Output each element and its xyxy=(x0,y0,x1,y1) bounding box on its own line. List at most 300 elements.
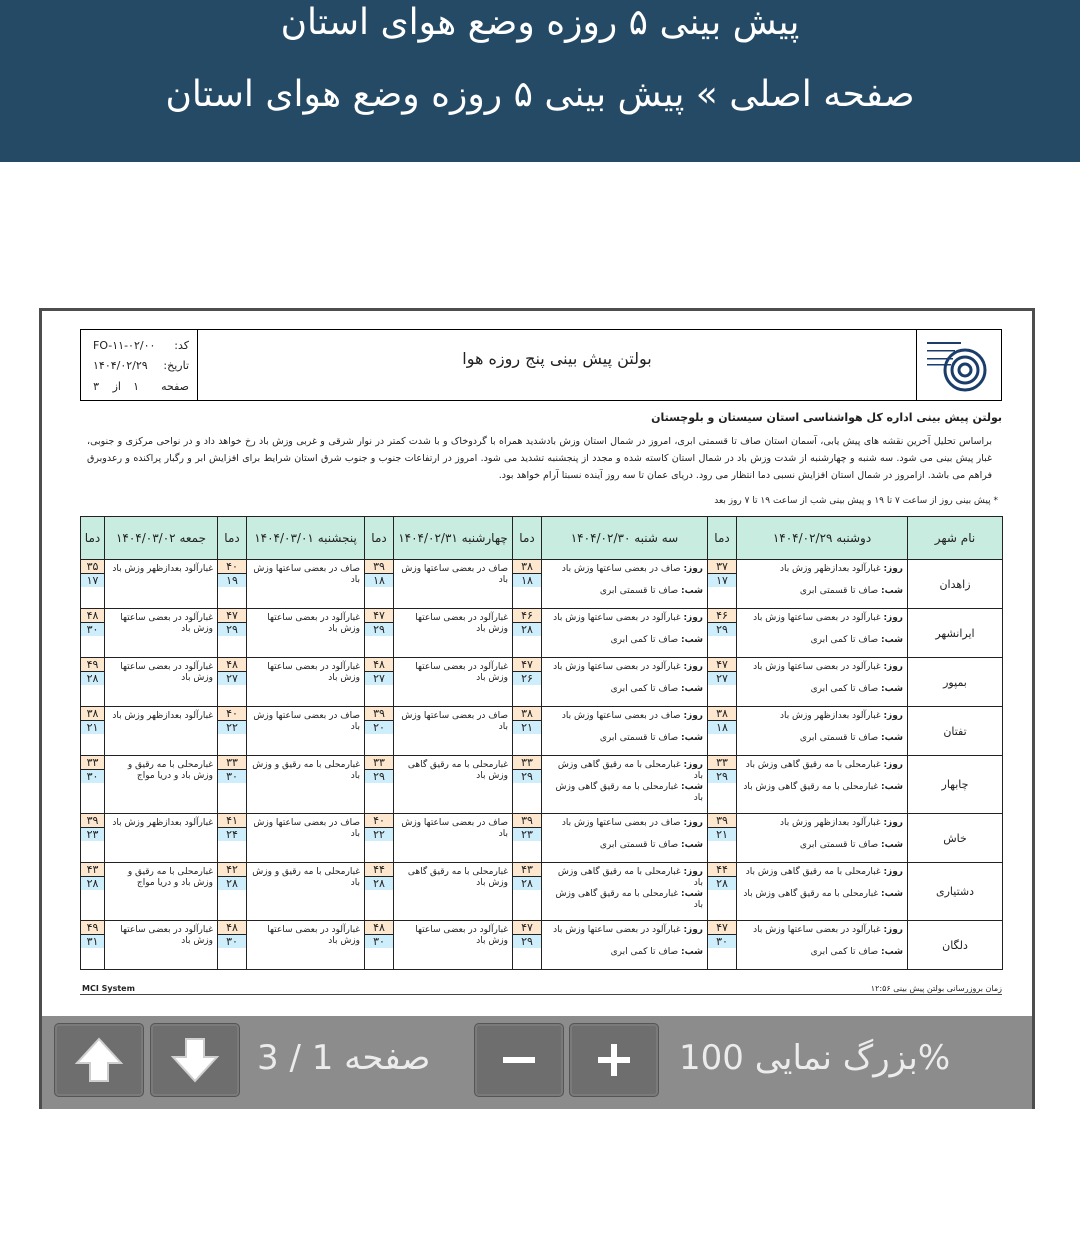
min-temp: ۲۸ xyxy=(513,623,541,636)
min-temp: ۲۰ xyxy=(365,721,393,734)
forecast-text: غبارمحلی با مه رقیق و وزش باد و دریا مواج xyxy=(127,760,213,781)
arrow-up-icon xyxy=(71,1035,127,1085)
temp-cell xyxy=(365,560,394,609)
min-temp: ۲۸ xyxy=(81,877,104,890)
day-label: روز: xyxy=(683,760,703,770)
max-temp: ۴۸ xyxy=(218,658,246,672)
page-title: پیش بینی ۵ روزه وضع هوای استان xyxy=(280,2,800,43)
temp-cell xyxy=(365,707,394,756)
min-temp: ۳۰ xyxy=(81,770,104,783)
day-column-header: پنجشنبه ۱۴۰۴/۰۳/۰۱ xyxy=(247,517,365,560)
forecast-text: صاف در بعضی ساعتها وزش باد xyxy=(253,818,360,839)
forecast-cell xyxy=(105,609,218,658)
forecast-cell xyxy=(105,560,218,609)
max-temp: ۴۰ xyxy=(218,560,246,574)
night-label: شب: xyxy=(681,889,703,899)
night-forecast: غبارمحلی با مه رقیق گاهی وزش باد xyxy=(555,889,703,910)
night-label: شب: xyxy=(881,889,903,899)
night-forecast: صاف تا قسمتی ابری xyxy=(799,840,879,850)
temp-cell xyxy=(218,863,247,921)
forecast-cell xyxy=(542,863,708,921)
forecast-cell xyxy=(247,658,365,707)
max-temp: ۴۸ xyxy=(365,921,393,935)
temp-cell xyxy=(708,814,737,863)
forecast-text: صاف در بعضی ساعتها وزش باد xyxy=(401,818,508,839)
temp-cell xyxy=(81,707,105,756)
forecast-cell xyxy=(105,756,218,814)
temp-cell xyxy=(81,814,105,863)
day-label: روز: xyxy=(683,925,703,935)
max-temp: ۴۸ xyxy=(365,658,393,672)
forecast-text: غبارمحلی با مه رقیق و وزش باد و دریا مواج xyxy=(127,867,213,888)
temp-column-header: دما xyxy=(218,517,247,560)
arrow-down-icon xyxy=(167,1035,223,1085)
forecast-summary: براساس تحلیل آخرین نقشه های پیش یابی، آسمان استان صاف تا قسمتی ابری، امروز در شمال استان وزش بادشدید همراه با گردوخاک و با شدت کمتر در نوار شرقی و غربی وزش باد رخ خواهد داد و در نواحی مرکزی و جنوبی، غبار پیش بینی می شود. سه شنبه و چهارشنبه از شدت وزش باد در شمال استان کاسته شده و مجدد از پنجشنبه تشدید می شود. امروز در ارتفاعات جنوب و جنوب شرق استان شرایط برای افزایش ابر و رگبار پراکنده و رعدوبرق فراهم می باشد. ازامروز در شمال استان افزایش نسبی دما انتظار می رود. دریای عمان تا سه روز آینده نسبتا آرام خواهد بود. xyxy=(87,436,992,481)
forecast-cell xyxy=(737,756,908,814)
viewer-toolbar xyxy=(42,1016,1032,1109)
night-label: شب: xyxy=(681,947,703,957)
date-label: تاریخ: xyxy=(163,359,189,372)
temp-cell xyxy=(708,609,737,658)
city-name: تفتان xyxy=(908,707,1003,756)
forecast-cell xyxy=(247,921,365,970)
temp-cell xyxy=(513,756,542,814)
min-temp: ۲۸ xyxy=(81,672,104,685)
temp-cell xyxy=(365,921,394,970)
max-temp: ۴۸ xyxy=(81,609,104,623)
day-forecast: غبارمحلی با مه رقیق گاهی وزش باد xyxy=(557,760,703,781)
night-label: شب: xyxy=(681,635,703,645)
forecast-cell xyxy=(394,921,513,970)
day-label: روز: xyxy=(883,818,903,828)
code-label: کد: xyxy=(174,339,189,352)
forecast-text: غبارمحلی با مه رقیق گاهی وزش باد xyxy=(407,867,508,888)
max-temp: ۳۵ xyxy=(81,560,104,574)
forecast-text: غبارآلود بعدازظهر وزش باد xyxy=(112,711,213,721)
forecast-text: غبارآلود در بعضی ساعتها وزش باد xyxy=(267,613,360,634)
forecast-text: صاف در بعضی ساعتها وزش باد xyxy=(253,564,360,585)
temp-cell xyxy=(708,921,737,970)
page-total: ۳ xyxy=(93,380,99,393)
night-label: شب: xyxy=(881,840,903,850)
temp-cell xyxy=(365,814,394,863)
temp-cell xyxy=(81,863,105,921)
table-row xyxy=(81,863,1003,921)
temp-cell xyxy=(218,609,247,658)
night-forecast: صاف تا کمی ابری xyxy=(610,684,679,694)
temp-cell xyxy=(708,560,737,609)
day-forecast: غبارمحلی با مه رقیق گاهی وزش باد xyxy=(745,760,881,770)
max-temp: ۳۸ xyxy=(513,560,541,574)
table-header-row xyxy=(81,517,1003,560)
forecast-cell xyxy=(105,814,218,863)
night-forecast: صاف تا قسمتی ابری xyxy=(599,840,679,850)
max-temp: ۴۸ xyxy=(218,921,246,935)
day-label: روز: xyxy=(883,925,903,935)
temp-column-header: دما xyxy=(513,517,542,560)
day-forecast: غبارآلود بعدازظهر وزش باد xyxy=(779,711,881,721)
temp-cell xyxy=(513,560,542,609)
forecast-cell xyxy=(737,609,908,658)
min-temp: ۲۱ xyxy=(81,721,104,734)
forecast-text: غبارآلود بعدازظهر وزش باد xyxy=(112,564,213,574)
temp-cell xyxy=(708,756,737,814)
next-page-button[interactable] xyxy=(150,1023,240,1097)
min-temp: ۲۹ xyxy=(513,935,541,948)
organization-title: بولتن پیش بینی اداره کل هواشناسی استان سیستان و بلوچستان xyxy=(651,411,1002,424)
temp-cell xyxy=(218,814,247,863)
temp-cell xyxy=(218,560,247,609)
forecast-cell xyxy=(737,560,908,609)
min-temp: ۲۱ xyxy=(513,721,541,734)
min-temp: ۳۰ xyxy=(81,623,104,636)
forecast-text: غبارآلود در بعضی ساعتها وزش باد xyxy=(267,925,360,946)
max-temp: ۴۷ xyxy=(218,609,246,623)
min-temp: ۲۹ xyxy=(218,623,246,636)
forecast-cell xyxy=(542,814,708,863)
night-forecast: صاف تا کمی ابری xyxy=(810,947,879,957)
day-forecast: غبارآلود در بعضی ساعتها وزش باد xyxy=(553,925,681,935)
forecast-cell xyxy=(737,658,908,707)
forecast-text: صاف در بعضی ساعتها وزش باد xyxy=(253,711,360,732)
min-temp: ۱۸ xyxy=(513,574,541,587)
zoom-out-button[interactable] xyxy=(474,1023,564,1097)
min-temp: ۲۲ xyxy=(365,828,393,841)
min-temp: ۲۳ xyxy=(513,828,541,841)
table-row xyxy=(81,707,1003,756)
temp-cell xyxy=(218,756,247,814)
max-temp: ۳۳ xyxy=(81,756,104,770)
temp-cell xyxy=(81,921,105,970)
temp-cell xyxy=(365,756,394,814)
day-column-header: سه شنبه ۱۴۰۴/۰۲/۳۰ xyxy=(542,517,708,560)
max-temp: ۴۷ xyxy=(708,658,736,672)
night-forecast: صاف تا قسمتی ابری xyxy=(599,586,679,596)
max-temp: ۴۳ xyxy=(81,863,104,877)
forecast-text: غبارمحلی با مه رقیق و وزش باد xyxy=(252,867,360,888)
forecast-cell xyxy=(542,921,708,970)
day-label: روز: xyxy=(883,867,903,877)
forecast-cell xyxy=(105,921,218,970)
temp-cell xyxy=(365,863,394,921)
forecast-cell xyxy=(737,707,908,756)
temp-cell xyxy=(708,863,737,921)
max-temp: ۴۰ xyxy=(218,707,246,721)
forecast-text: غبارآلود در بعضی ساعتها وزش باد xyxy=(120,613,213,634)
min-temp: ۲۷ xyxy=(365,672,393,685)
min-temp: ۱۸ xyxy=(365,574,393,587)
page-indicator: صفحه 1 / 3 xyxy=(257,1038,431,1078)
max-temp: ۴۴ xyxy=(365,863,393,877)
forecast-cell xyxy=(394,707,513,756)
max-temp: ۴۲ xyxy=(218,863,246,877)
forecast-cell xyxy=(737,921,908,970)
temp-column-header: دما xyxy=(708,517,737,560)
day-forecast: غبارمحلی با مه رقیق گاهی وزش باد xyxy=(745,867,881,877)
forecast-cell xyxy=(542,658,708,707)
city-name: دلگان xyxy=(908,921,1003,970)
min-temp: ۲۷ xyxy=(708,672,736,685)
forecast-cell xyxy=(542,609,708,658)
max-temp: ۴۷ xyxy=(513,921,541,935)
forecast-cell xyxy=(737,814,908,863)
max-temp: ۴۳ xyxy=(513,863,541,877)
day-label: روز: xyxy=(683,818,703,828)
temp-cell xyxy=(513,863,542,921)
max-temp: ۳۹ xyxy=(365,560,393,574)
temp-cell xyxy=(81,560,105,609)
min-temp: ۱۷ xyxy=(708,574,736,587)
temp-cell xyxy=(513,921,542,970)
forecast-text: غبارمحلی با مه رقیق و وزش باد xyxy=(252,760,360,781)
max-temp: ۳۳ xyxy=(708,756,736,770)
forecast-text: صاف در بعضی ساعتها وزش باد xyxy=(401,564,508,585)
night-label: شب: xyxy=(681,684,703,694)
max-temp: ۴۷ xyxy=(708,921,736,935)
max-temp: ۴۴ xyxy=(708,863,736,877)
day-forecast: غبارآلود در بعضی ساعتها وزش باد xyxy=(753,662,881,672)
forecast-text: غبارآلود در بعضی ساعتها وزش باد xyxy=(415,925,508,946)
city-name: چابهار xyxy=(908,756,1003,814)
min-temp: ۱۷ xyxy=(81,574,104,587)
day-label: روز: xyxy=(683,867,703,877)
min-temp: ۲۸ xyxy=(513,877,541,890)
max-temp: ۳۹ xyxy=(513,814,541,828)
day-forecast: غبارآلود بعدازظهر وزش باد xyxy=(779,564,881,574)
max-temp: ۳۸ xyxy=(513,707,541,721)
forecast-cell xyxy=(394,863,513,921)
day-forecast: غبارآلود در بعضی ساعتها وزش باد xyxy=(553,613,681,623)
forecast-cell xyxy=(737,863,908,921)
forecast-cell xyxy=(247,609,365,658)
min-temp: ۲۷ xyxy=(218,672,246,685)
bulletin-title: بولتن پیش بینی پنج روزه هوا xyxy=(462,349,652,368)
max-temp: ۳۹ xyxy=(81,814,104,828)
document-header xyxy=(80,329,1002,401)
day-column-header: دوشنبه ۱۴۰۴/۰۲/۲۹ xyxy=(737,517,908,560)
table-row xyxy=(81,658,1003,707)
night-forecast: غبارمحلی با مه رقیق گاهی وزش باد xyxy=(743,889,879,899)
pdf-viewer xyxy=(39,308,1035,1109)
forecast-cell xyxy=(247,707,365,756)
day-label: روز: xyxy=(683,613,703,623)
city-name: زاهدان xyxy=(908,560,1003,609)
footer-divider xyxy=(80,994,1002,995)
day-label: روز: xyxy=(883,760,903,770)
forecast-text: غبارآلود در بعضی ساعتها وزش باد xyxy=(120,925,213,946)
forecast-cell xyxy=(247,756,365,814)
forecast-cell xyxy=(394,560,513,609)
forecast-text: غبارآلود بعدازظهر وزش باد xyxy=(112,818,213,828)
night-forecast: غبارمحلی با مه رقیق گاهی وزش باد xyxy=(743,782,879,792)
temp-column-header: دما xyxy=(365,517,394,560)
min-temp: ۳۰ xyxy=(218,935,246,948)
min-temp: ۳۰ xyxy=(365,935,393,948)
forecast-cell xyxy=(394,609,513,658)
document-meta xyxy=(81,330,198,400)
day-column-header: جمعه ۱۴۰۴/۰۳/۰۲ xyxy=(105,517,218,560)
pdf-page xyxy=(42,311,1032,1016)
day-forecast: غبارآلود بعدازظهر وزش باد xyxy=(779,818,881,828)
temp-cell xyxy=(218,658,247,707)
zoom-level: %بزرگ نمایی 100 xyxy=(679,1038,951,1078)
temp-column-header: دما xyxy=(81,517,105,560)
day-forecast: صاف در بعضی ساعتها وزش باد xyxy=(561,711,681,721)
table-row xyxy=(81,609,1003,658)
table-row xyxy=(81,921,1003,970)
max-temp: ۳۷ xyxy=(708,560,736,574)
night-forecast: صاف تا کمی ابری xyxy=(810,635,879,645)
min-temp: ۱۸ xyxy=(708,721,736,734)
temp-cell xyxy=(513,609,542,658)
max-temp: ۳۳ xyxy=(365,756,393,770)
temp-cell xyxy=(513,707,542,756)
day-label: روز: xyxy=(683,711,703,721)
min-temp: ۱۹ xyxy=(218,574,246,587)
plus-icon xyxy=(594,1040,634,1080)
max-temp: ۴۶ xyxy=(513,609,541,623)
min-temp: ۲۲ xyxy=(218,721,246,734)
forecast-cell xyxy=(105,863,218,921)
day-column-header: چهارشنبه ۱۴۰۴/۰۲/۳۱ xyxy=(394,517,513,560)
day-forecast: غبارمحلی با مه رقیق گاهی وزش باد xyxy=(557,867,703,888)
max-temp: ۳۹ xyxy=(365,707,393,721)
min-temp: ۲۸ xyxy=(365,877,393,890)
site-header xyxy=(0,0,1080,162)
min-temp: ۲۹ xyxy=(513,770,541,783)
page-of: از xyxy=(112,380,121,393)
min-temp: ۳۰ xyxy=(708,935,736,948)
max-temp: ۴۷ xyxy=(365,609,393,623)
table-row xyxy=(81,814,1003,863)
min-temp: ۲۹ xyxy=(365,770,393,783)
table-row xyxy=(81,756,1003,814)
min-temp: ۲۸ xyxy=(708,877,736,890)
min-temp: ۲۹ xyxy=(708,770,736,783)
max-temp: ۳۸ xyxy=(708,707,736,721)
city-name: دشتیاری xyxy=(908,863,1003,921)
date-value: ۱۴۰۴/۰۲/۲۹ xyxy=(93,359,148,372)
temp-cell xyxy=(218,921,247,970)
table-row xyxy=(81,560,1003,609)
temp-cell xyxy=(513,814,542,863)
forecast-cell xyxy=(105,707,218,756)
forecast-cell xyxy=(394,658,513,707)
min-temp: ۳۰ xyxy=(218,770,246,783)
min-temp: ۲۱ xyxy=(708,828,736,841)
day-forecast: غبارآلود در بعضی ساعتها وزش باد xyxy=(753,613,881,623)
night-label: شب: xyxy=(881,684,903,694)
day-label: روز: xyxy=(883,711,903,721)
forecast-cell xyxy=(247,814,365,863)
max-temp: ۴۹ xyxy=(81,658,104,672)
night-label: شب: xyxy=(681,840,703,850)
forecast-text: صاف در بعضی ساعتها وزش باد xyxy=(401,711,508,732)
forecast-cell xyxy=(105,658,218,707)
night-label: شب: xyxy=(681,782,703,792)
forecast-cell xyxy=(542,756,708,814)
night-forecast: غبارمحلی با مه رقیق گاهی وزش باد xyxy=(555,782,703,803)
min-temp: ۲۸ xyxy=(218,877,246,890)
breadcrumb[interactable]: صفحه اصلی » پیش بینی ۵ روزه وضع هوای استان xyxy=(165,74,915,115)
temp-cell xyxy=(81,658,105,707)
max-temp: ۴۱ xyxy=(218,814,246,828)
forecast-cell xyxy=(394,814,513,863)
zoom-in-button[interactable] xyxy=(569,1023,659,1097)
night-label: شب: xyxy=(681,586,703,596)
night-forecast: صاف تا کمی ابری xyxy=(610,635,679,645)
meteorological-organization-logo xyxy=(916,330,1001,400)
max-temp: ۳۳ xyxy=(218,756,246,770)
forecast-table xyxy=(80,516,1003,970)
bulletin-document xyxy=(80,329,1002,994)
day-label: روز: xyxy=(883,564,903,574)
night-label: شب: xyxy=(881,782,903,792)
min-temp: ۲۹ xyxy=(365,623,393,636)
temp-cell xyxy=(365,658,394,707)
min-temp: ۲۴ xyxy=(218,828,246,841)
forecast-text: غبارآلود در بعضی ساعتها وزش باد xyxy=(267,662,360,683)
max-temp: ۳۸ xyxy=(81,707,104,721)
temp-cell xyxy=(218,707,247,756)
max-temp: ۴۶ xyxy=(708,609,736,623)
day-label: روز: xyxy=(883,662,903,672)
temp-cell xyxy=(708,658,737,707)
min-temp: ۳۱ xyxy=(81,935,104,948)
city-name: ایرانشهر xyxy=(908,609,1003,658)
temp-cell xyxy=(81,609,105,658)
max-temp: ۳۳ xyxy=(513,756,541,770)
forecast-cell xyxy=(247,560,365,609)
day-forecast: غبارآلود در بعضی ساعتها وزش باد xyxy=(553,662,681,672)
night-label: شب: xyxy=(681,733,703,743)
night-label: شب: xyxy=(881,635,903,645)
temp-cell xyxy=(365,609,394,658)
forecast-cell xyxy=(542,707,708,756)
forecast-cell xyxy=(247,863,365,921)
night-forecast: صاف تا قسمتی ابری xyxy=(799,586,879,596)
night-forecast: صاف تا قسمتی ابری xyxy=(599,733,679,743)
code-value: FO-۱۱-۰۲/۰۰ xyxy=(93,339,156,352)
day-label: روز: xyxy=(883,613,903,623)
page-number: ۱ xyxy=(133,380,139,393)
night-label: شب: xyxy=(881,586,903,596)
temp-cell xyxy=(708,707,737,756)
min-temp: ۲۶ xyxy=(513,672,541,685)
system-label: MCI System xyxy=(82,984,135,993)
city-name: خاش xyxy=(908,814,1003,863)
min-temp: ۲۳ xyxy=(81,828,104,841)
max-temp: ۴۰ xyxy=(365,814,393,828)
city-name: بمپور xyxy=(908,658,1003,707)
day-label: روز: xyxy=(683,662,703,672)
temp-cell xyxy=(513,658,542,707)
day-forecast: غبارآلود در بعضی ساعتها وزش باد xyxy=(753,925,881,935)
min-temp: ۲۹ xyxy=(708,623,736,636)
max-temp: ۳۹ xyxy=(708,814,736,828)
night-label: شب: xyxy=(881,947,903,957)
forecast-note: * پیش بینی روز از ساعت ۷ تا ۱۹ و پیش بینی شب از ساعت ۱۹ تا ۷ روز بعد xyxy=(714,496,998,506)
prev-page-button[interactable] xyxy=(54,1023,144,1097)
forecast-text: غبارمحلی با مه رقیق گاهی وزش باد xyxy=(407,760,508,781)
forecast-cell xyxy=(542,560,708,609)
forecast-cell xyxy=(394,756,513,814)
night-forecast: صاف تا کمی ابری xyxy=(610,947,679,957)
forecast-text: غبارآلود در بعضی ساعتها وزش باد xyxy=(415,613,508,634)
forecast-text: غبارآلود در بعضی ساعتها وزش باد xyxy=(415,662,508,683)
city-column-header: نام شهر xyxy=(908,517,1003,560)
max-temp: ۴۷ xyxy=(513,658,541,672)
